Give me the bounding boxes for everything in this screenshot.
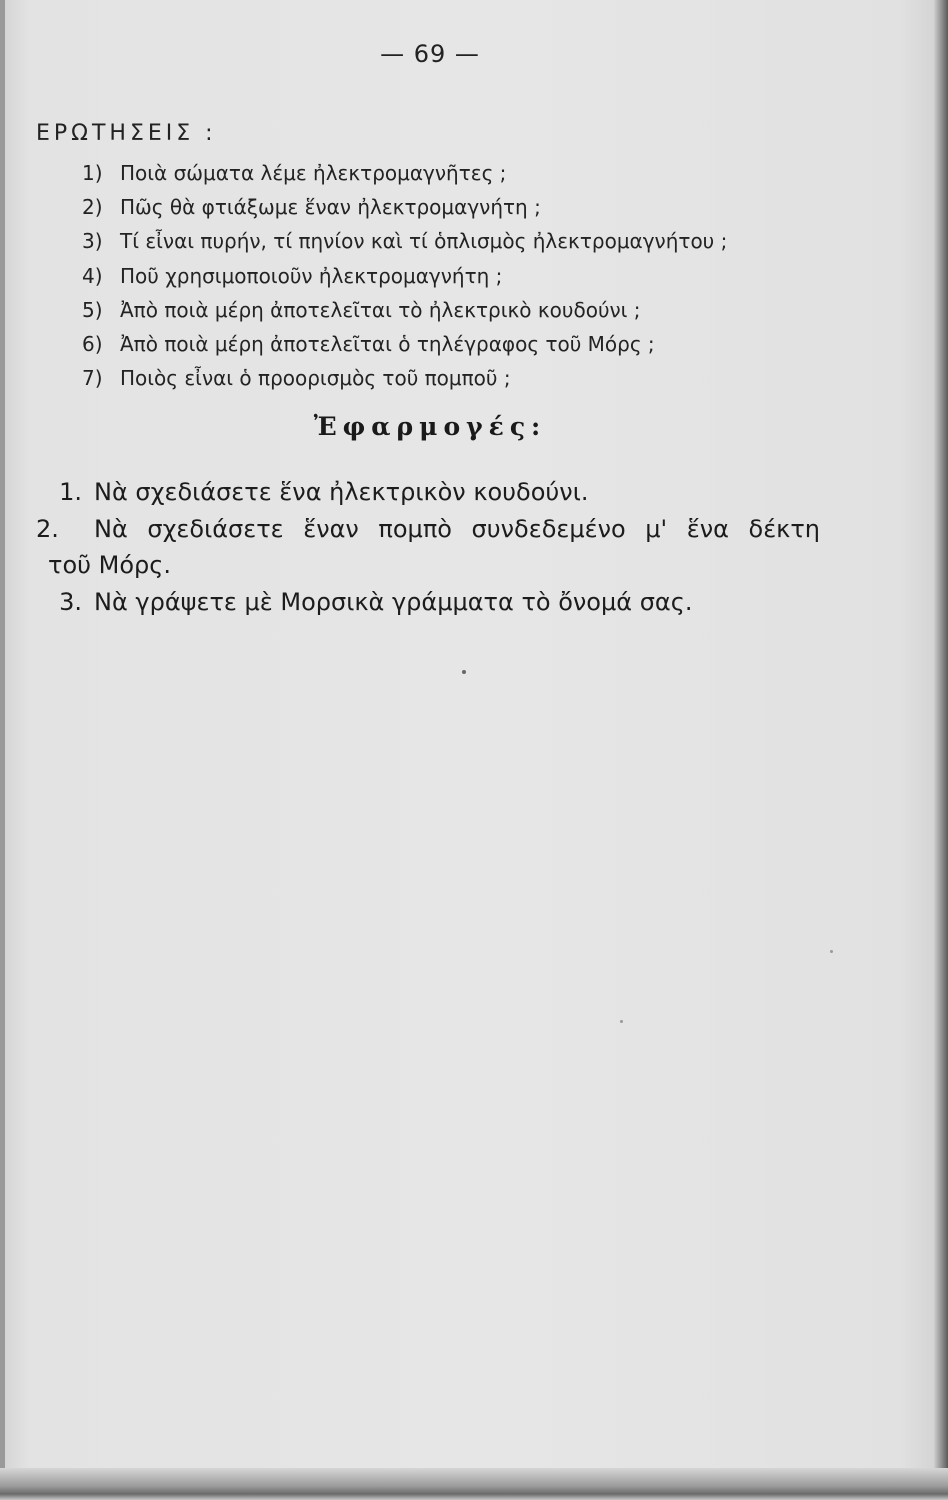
paper-speck: [830, 950, 833, 953]
application-item: [30, 474, 820, 511]
application-number: 3.: [59, 587, 82, 616]
question-number: 2): [82, 195, 103, 220]
questions-heading: ΕΡΩΤΗΣΕΙΣ :: [36, 121, 217, 146]
application-text: Νὰ σχεδιάσετε ἕνα ἠλεκτρικὸν κουδούνι.: [94, 478, 589, 506]
question-item: [82, 327, 727, 361]
page-left-edge: [0, 0, 5, 1500]
question-number: 7): [82, 366, 103, 391]
question-item: [82, 259, 727, 293]
question-text: Ποιὸς εἶναι ὁ προορισμὸς τοῦ πομποῦ ;: [120, 366, 511, 391]
question-number: 6): [82, 331, 103, 356]
question-text: Ποῦ χρησιμοποιοῦν ἠλεκτρομαγνήτη ;: [120, 263, 503, 288]
question-text: Τί εἶναι πυρήν, τί πηνίον καὶ τί ὁπλισμὸς ἠλεκτρομαγνήτου ;: [120, 229, 728, 254]
page-right-edge: [934, 0, 948, 1500]
question-text: Ποιὰ σώματα λέμε ἠλεκτρομαγνῆτες ;: [120, 161, 507, 185]
question-number: 5): [82, 297, 103, 322]
page-number: — 69 —: [380, 40, 480, 68]
application-text: Νὰ γράψετε μὲ Μορσικὰ γράμματα τὸ ὄνομά σας.: [94, 587, 693, 616]
application-continuation-text: τοῦ Μόρς.: [48, 551, 171, 579]
question-item: [82, 293, 727, 327]
applications-list: [30, 474, 820, 620]
questions-list: [82, 156, 727, 395]
applications-heading: Ἐφαρμογές:: [313, 412, 547, 441]
paper-speck: [620, 1020, 623, 1023]
application-number: 1.: [59, 478, 82, 506]
question-text: Ἀπὸ ποιὰ μέρη ἀποτελεῖται ὁ τηλέγραφος τοῦ Μόρς ;: [120, 331, 655, 356]
question-number: 3): [82, 229, 103, 254]
application-item: [30, 584, 820, 621]
question-text: Πῶς θὰ φτιάξωμε ἕναν ἠλεκτρομαγνήτη ;: [120, 195, 541, 220]
question-item: [82, 156, 727, 190]
question-text: Ἀπὸ ποιὰ μέρη ἀποτελεῖται τὸ ἠλεκτρικὸ κουδούνι ;: [120, 297, 641, 322]
application-text: Νὰ σχεδιάσετε ἕναν πομπὸ συνδεδεμένο μ' ἕνα δέκτη: [94, 514, 820, 543]
application-continuation: [30, 547, 820, 584]
paper-speck: [462, 670, 466, 674]
page-bottom-edge: [0, 1468, 948, 1500]
question-number: 1): [82, 161, 103, 185]
application-number: 2.: [36, 514, 59, 543]
question-item: [82, 361, 727, 395]
question-item: [82, 190, 727, 224]
question-item: [82, 224, 727, 258]
question-number: 4): [82, 263, 103, 288]
application-item: [30, 511, 820, 548]
